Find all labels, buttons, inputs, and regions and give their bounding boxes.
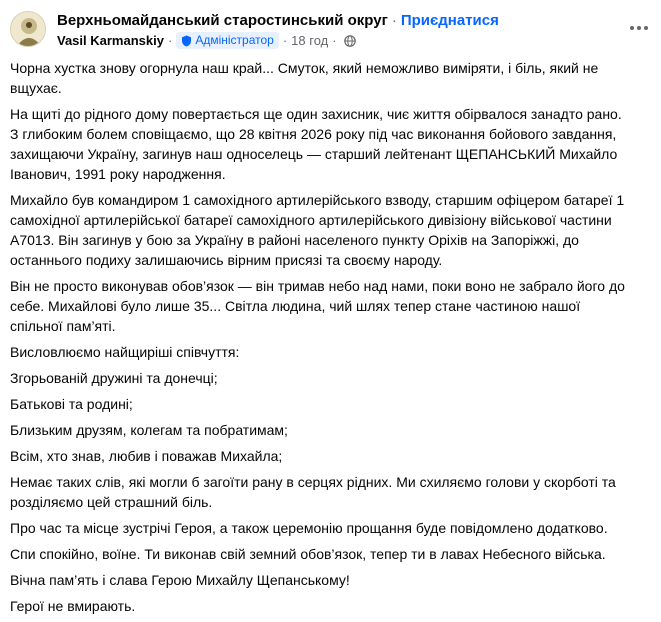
group-avatar[interactable] [10,11,46,47]
shield-icon [181,35,192,47]
post-paragraph: Герої не вмирають. [10,598,136,614]
author-name-link[interactable]: Vasil Karmanskiy [57,33,164,48]
post-paragraph: Вічна пам’ять і слава Герою Михайлу Щепанському! [10,572,350,588]
admin-badge-label: Адміністратор [195,33,274,47]
more-icon [630,26,634,30]
post-paragraph: Висловлюємо найщиріші співчуття: [10,344,240,360]
more-icon-dot [637,26,641,30]
post-paragraph: Михайло був командиром 1 самохідного артилерійського взводу, старшим офіцером батареї 1 самохідної артилерійської батареї самохідного артилерійського дивізіону військової частини А7013. Він загинув у бою за Україну в районі населеного пункту Оріхів на Запоріжжі, до останнього подиху залишаючись вірним присязі та своєму народу. [10,192,625,268]
post-paragraph: Чорна хустка знову огорнула наш край... Смуток, який неможливо виміряти, і біль, який не вщухає. [10,60,599,96]
post-body [10,58,630,622]
post-paragraph: На щиті до рідного дому повертається ще один захисник, чиє життя обірвалося занадто рано. З глибоким болем сповіщаємо, що 28 квітня 2026 року під час виконання бойового завдання, захищаючи Україну, загинув наш односелець — старший лейтенант ЩЕПАНСЬКИЙ Михайло Іванович, 1991 року народження. [10,106,622,182]
post-paragraph: Він не просто виконував обов’язок — він тримав небо над нами, поки воно не забрало його до себе. Михайлові було лише 35... Світла людина, чий шлях тепер стане частиною нашої спільної пам’яті. [10,278,625,334]
post-paragraph: Батькові та родині; [10,396,133,412]
separator-dot: · [167,33,173,48]
admin-badge[interactable] [176,32,279,49]
group-avatar-image [11,12,46,47]
separator-dot: · [282,33,288,48]
more-options-button[interactable] [627,16,651,40]
post-paragraph: Всім, хто знав, любив і поважав Михайла; [10,448,283,464]
post-paragraph: Про час та місце зустрічі Героя, а також церемонію прощання буде повідомлено додатково. [10,520,608,536]
more-icon-dot [644,26,648,30]
post-paragraph: Згорьованій дружині та донечці; [10,370,218,386]
group-name-link[interactable]: Верхньомайданський старостинський округ [57,12,388,29]
globe-icon [344,35,356,47]
post-header-text [57,12,611,49]
post-header [10,10,651,50]
separator-dot: · [332,33,337,48]
post-paragraph: Немає таких слів, які могли б загоїти рану в серцях рідних. Ми схиляємо голови у скорботі та розділяємо цей страшний біль. [10,474,616,510]
join-button[interactable]: Приєднатися [400,12,499,29]
post-timestamp[interactable]: 18 год [291,33,329,48]
post-paragraph: Близьким друзям, колегам та побратимам; [10,422,288,438]
separator-dot: · [391,12,397,29]
post-paragraph: Спи спокійно, воїне. Ти виконав свій земний обов’язок, тепер ти в лавах Небесного війська. [10,546,606,562]
